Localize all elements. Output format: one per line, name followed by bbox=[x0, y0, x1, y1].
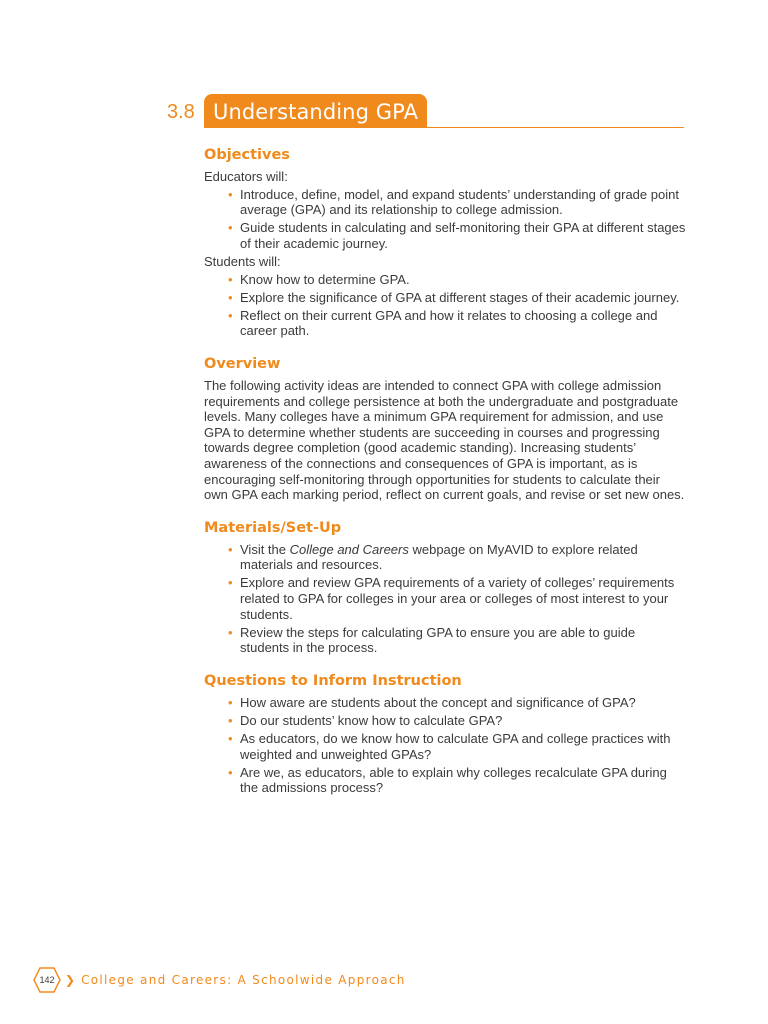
overview-heading: Overview bbox=[204, 355, 281, 372]
list-item: • Know how to determine GPA. bbox=[240, 272, 686, 288]
list-item: • Review the steps for calculating GPA to ensure you are able to guide students in the process. bbox=[240, 625, 686, 656]
list-item: • Guide students in calculating and self-monitoring their GPA at different stages of their academic journey. bbox=[240, 220, 686, 251]
main-content bbox=[204, 145, 686, 811]
list-item: • Do our students’ know how to calculate GPA? bbox=[240, 713, 686, 729]
list-item: • Reflect on their current GPA and how it relates to choosing a college and career path. bbox=[240, 308, 686, 339]
students-lead: Students will: bbox=[204, 253, 281, 269]
objectives-section bbox=[204, 145, 686, 339]
list-item: • As educators, do we know how to calculate GPA and college practices with weighted and unweighted GPAs? bbox=[240, 731, 686, 762]
materials-heading: Materials/Set-Up bbox=[204, 519, 342, 536]
overview-section bbox=[204, 354, 686, 503]
educators-lead: Educators will: bbox=[204, 169, 288, 184]
questions-list bbox=[204, 695, 686, 796]
objectives-heading: Objectives bbox=[204, 147, 290, 163]
overview-body: The following activity ideas are intended to connect GPA with college admission requirements and college persistence at both the undergraduate and postgraduate levels. Many colleges have a minimum GPA requirement for admission, and use GPA to determine whether students are succeeding in courses and progressing towards degree completion (good academic standing). Increasing students’ awareness of the connections and consequences of GPA is important, as is encouraging self-monitoring through opportunities for students to calculate their own GPA each marking period, reflect on current goals, and revise or set new ones. bbox=[204, 377, 685, 503]
list-item: • Introduce, define, model, and expand students’ understanding of grade point average (GPA) and its relationship to college admission. bbox=[240, 187, 686, 218]
list-item: • Are we, as educators, able to explain why colleges recalculate GPA during the admissions process? bbox=[240, 765, 686, 796]
resource-title: College and Careers bbox=[289, 541, 409, 557]
page-number: 142 bbox=[39, 975, 55, 985]
list-item-text: Visit the bbox=[240, 541, 290, 557]
list-item: • Explore and review GPA requirements of a variety of colleges’ requirements related to GPA for colleges in your area or colleges of most interest to your students. bbox=[240, 575, 686, 622]
materials-list bbox=[204, 542, 686, 656]
title-underline bbox=[204, 127, 684, 128]
page-number-badge bbox=[33, 966, 61, 994]
list-item: • Explore the significance of GPA at different stages of their academic journey. bbox=[240, 290, 686, 306]
chevron-right-icon: ❯ bbox=[65, 973, 76, 987]
section-number: 3.8 bbox=[167, 101, 195, 123]
list-item bbox=[240, 542, 686, 573]
list-item-text: webpage on MyAVID to explore related materials and resources. bbox=[240, 541, 638, 573]
list-item: • How aware are students about the concept and significance of GPA? bbox=[240, 695, 686, 711]
questions-heading: Questions to Inform Instruction bbox=[204, 672, 462, 689]
students-list bbox=[204, 272, 686, 339]
materials-section bbox=[204, 518, 686, 656]
page-footer bbox=[33, 966, 406, 994]
questions-section bbox=[204, 671, 686, 796]
page-title: Understanding GPA bbox=[204, 94, 427, 128]
book-title: College and Careers: A Schoolwide Approach bbox=[81, 973, 406, 987]
educators-list bbox=[204, 187, 686, 252]
